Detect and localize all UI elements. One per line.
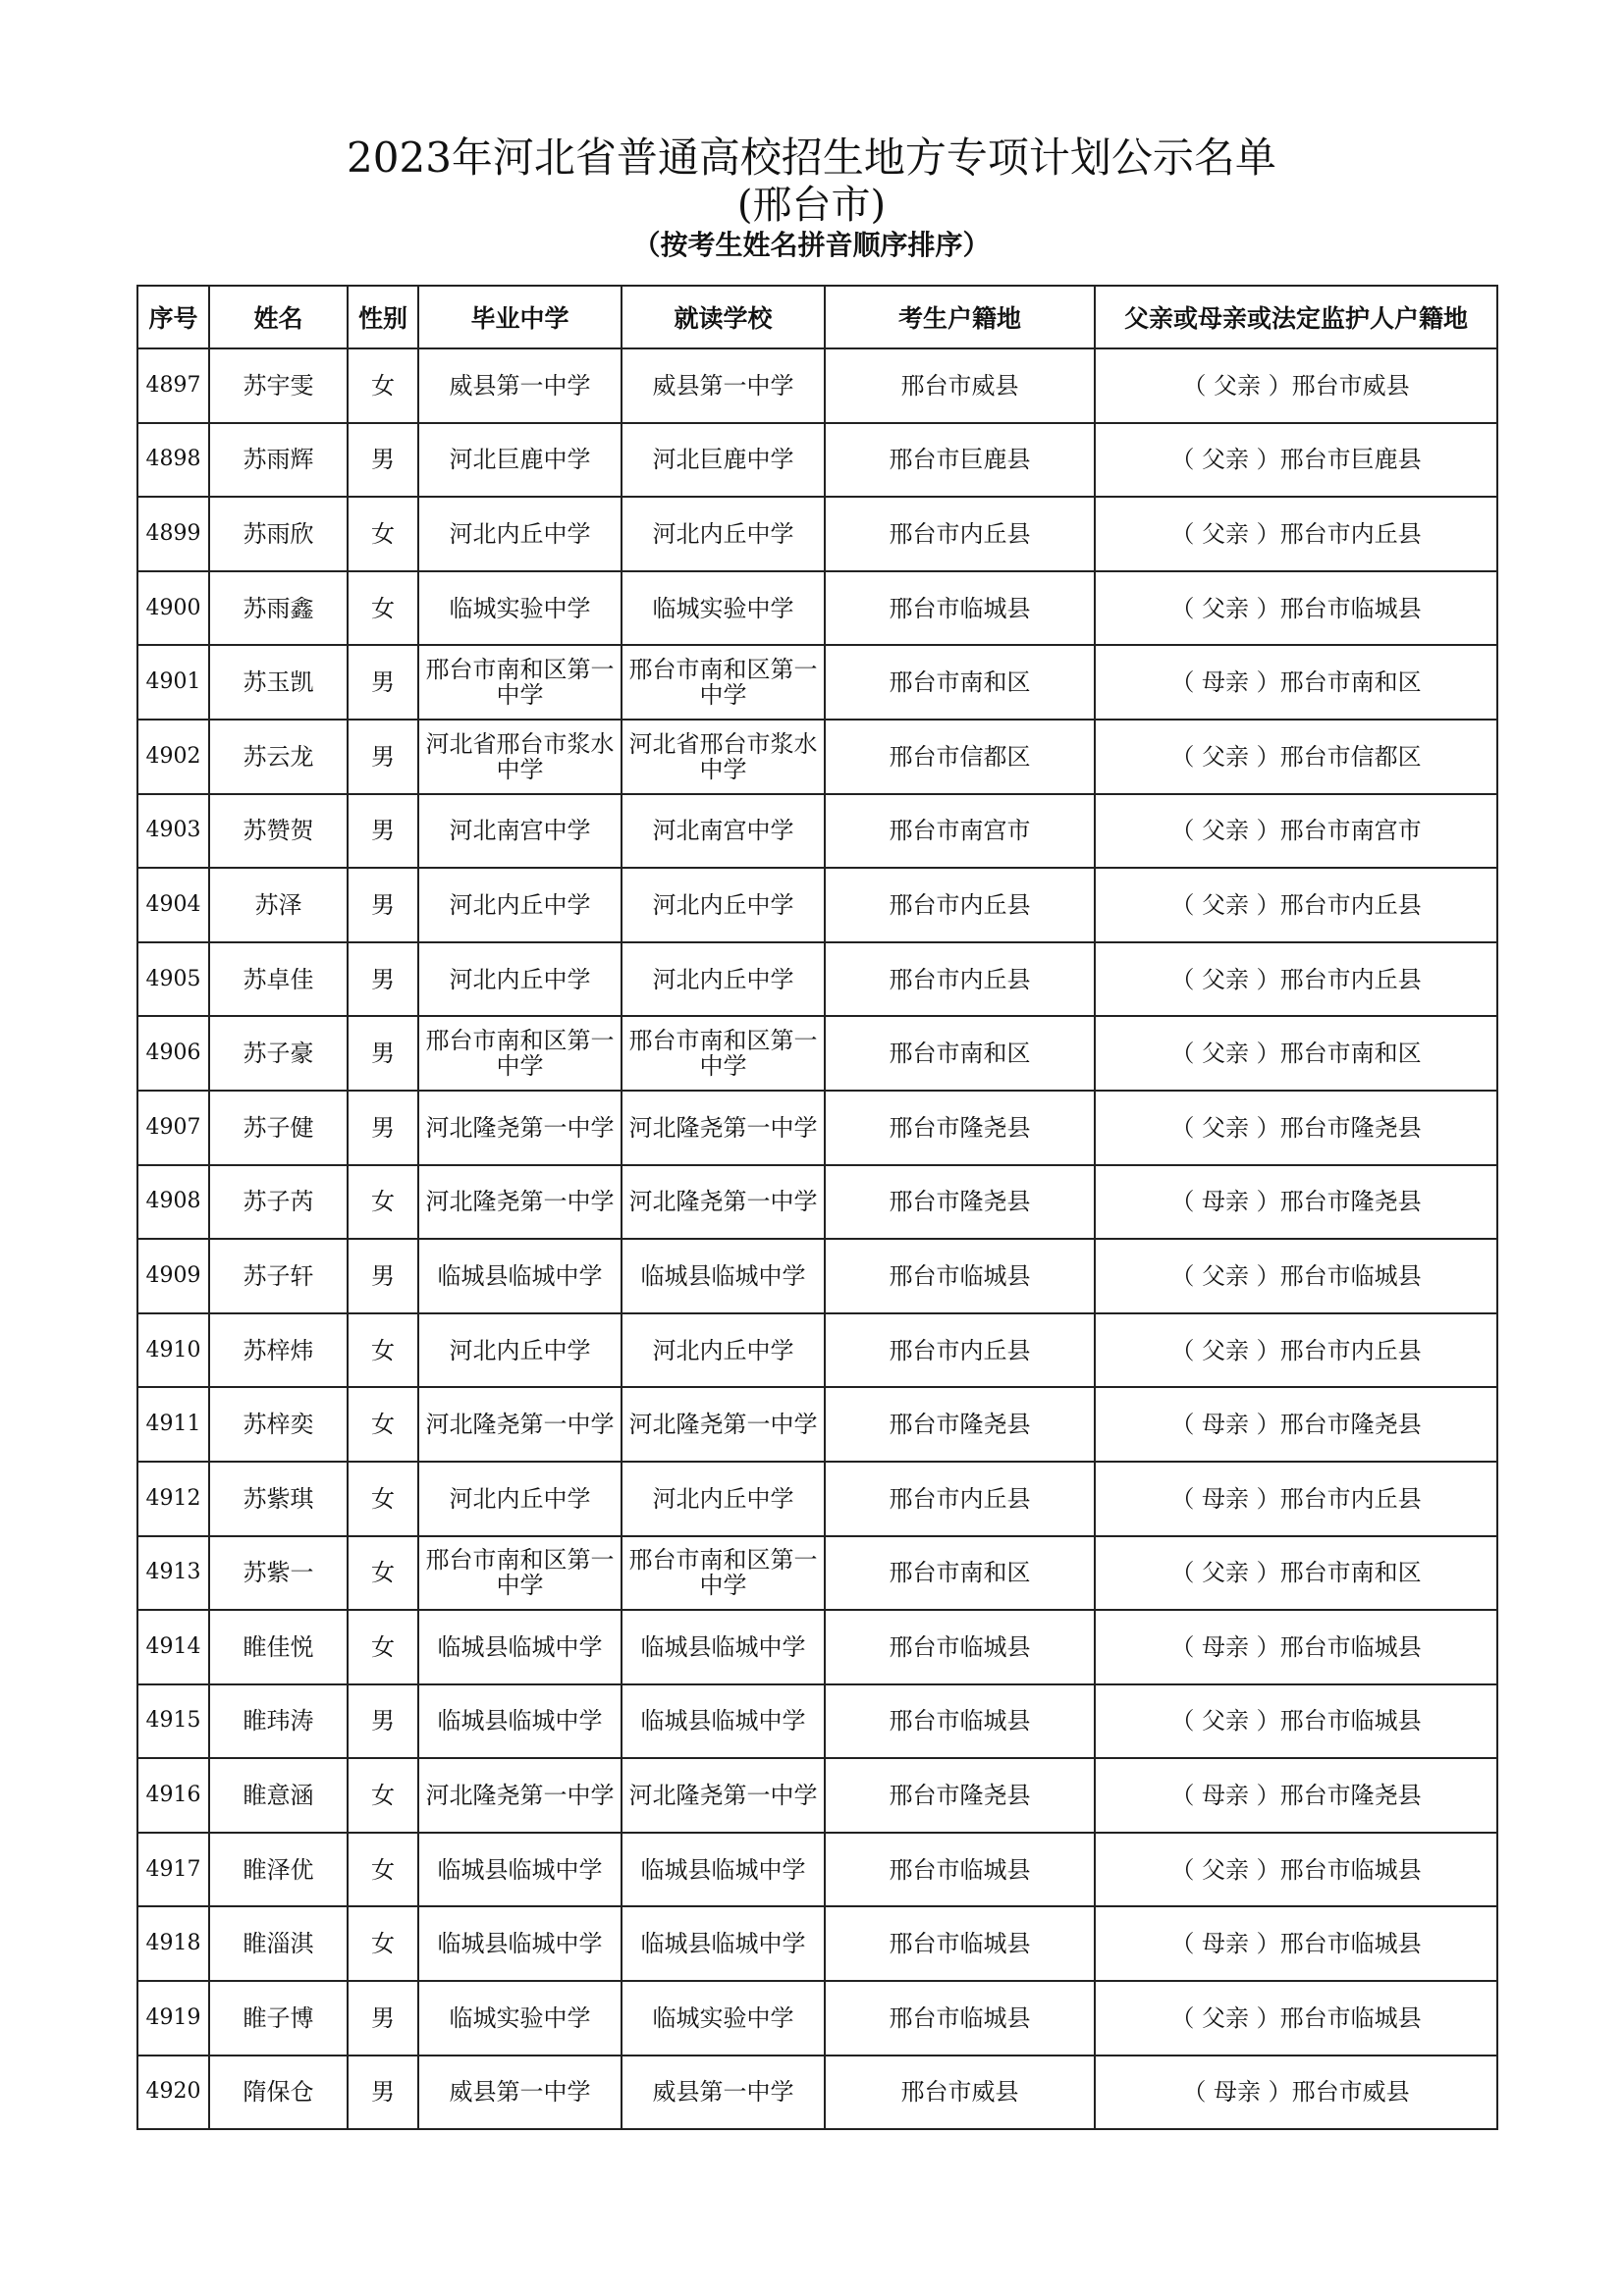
cell-col-grad-school: 临城县临城中学: [418, 1833, 622, 1907]
cell-col-current-school: 临城县临城中学: [622, 1239, 825, 1313]
cell-col-student-hukou: 邢台市内丘县: [825, 942, 1095, 1017]
cell-col-gender: 男: [348, 645, 418, 720]
cell-col-name: 睢泽优: [209, 1833, 348, 1907]
cell-col-name: 苏子轩: [209, 1239, 348, 1313]
table-row: [137, 1610, 1497, 1684]
table-row: [137, 868, 1497, 942]
table-row: [137, 1016, 1497, 1091]
header-col-grad-school: 毕业中学: [418, 286, 622, 348]
cell-col-guardian-hukou: （ 父亲 ）邢台市南和区: [1095, 1016, 1497, 1091]
cell-col-grad-school: 邢台市南和区第一中学: [418, 1536, 622, 1611]
cell-col-guardian-hukou: （ 父亲 ）邢台市威县: [1095, 348, 1497, 423]
cell-col-gender: 女: [348, 1610, 418, 1684]
cell-col-grad-school: 威县第一中学: [418, 2056, 622, 2130]
cell-col-guardian-hukou: （ 母亲 ）邢台市隆尧县: [1095, 1387, 1497, 1462]
cell-col-student-hukou: 邢台市临城县: [825, 1239, 1095, 1313]
document-sort-note: （按考生姓名拼音顺序排序）: [632, 229, 991, 261]
cell-col-gender: 女: [348, 1906, 418, 1981]
cell-col-gender: 女: [348, 348, 418, 423]
cell-col-name: 苏雨鑫: [209, 571, 348, 646]
header-col-gender: 性别: [348, 286, 418, 348]
cell-col-current-school: 河北南宫中学: [622, 794, 825, 869]
table-row: [137, 497, 1497, 571]
cell-col-grad-school: 河北省邢台市浆水中学: [418, 720, 622, 794]
cell-col-guardian-hukou: （ 父亲 ）邢台市内丘县: [1095, 497, 1497, 571]
cell-col-seq: 4915: [137, 1684, 209, 1759]
cell-col-name: 苏子健: [209, 1091, 348, 1165]
cell-col-guardian-hukou: （ 母亲 ）邢台市南和区: [1095, 645, 1497, 720]
cell-col-seq: 4902: [137, 720, 209, 794]
cell-col-current-school: 河北巨鹿中学: [622, 423, 825, 498]
cell-col-gender: 男: [348, 942, 418, 1017]
cell-col-name: 苏紫琪: [209, 1462, 348, 1536]
cell-col-student-hukou: 邢台市临城县: [825, 1610, 1095, 1684]
cell-col-student-hukou: 邢台市内丘县: [825, 497, 1095, 571]
table-row: [137, 645, 1497, 720]
cell-col-grad-school: 临城实验中学: [418, 1981, 622, 2056]
cell-col-gender: 女: [348, 1758, 418, 1833]
cell-col-gender: 女: [348, 1462, 418, 1536]
cell-col-student-hukou: 邢台市隆尧县: [825, 1165, 1095, 1240]
table-row: [137, 1165, 1497, 1240]
cell-col-grad-school: 河北隆尧第一中学: [418, 1165, 622, 1240]
table-row: [137, 942, 1497, 1017]
cell-col-grad-school: 河北内丘中学: [418, 1313, 622, 1388]
cell-col-seq: 4917: [137, 1833, 209, 1907]
cell-col-seq: 4911: [137, 1387, 209, 1462]
cell-col-seq: 4904: [137, 868, 209, 942]
cell-col-current-school: 邢台市南和区第一中学: [622, 1016, 825, 1091]
table-row: [137, 1239, 1497, 1313]
cell-col-seq: 4918: [137, 1906, 209, 1981]
cell-col-grad-school: 临城县临城中学: [418, 1684, 622, 1759]
cell-col-guardian-hukou: （ 母亲 ）邢台市威县: [1095, 2056, 1497, 2130]
table-row: [137, 1833, 1497, 1907]
cell-col-grad-school: 临城实验中学: [418, 571, 622, 646]
cell-col-gender: 男: [348, 794, 418, 869]
cell-col-gender: 女: [348, 1165, 418, 1240]
cell-col-seq: 4900: [137, 571, 209, 646]
cell-col-grad-school: 河北内丘中学: [418, 497, 622, 571]
cell-col-gender: 男: [348, 423, 418, 498]
cell-col-student-hukou: 邢台市巨鹿县: [825, 423, 1095, 498]
table-row: [137, 1906, 1497, 1981]
cell-col-name: 苏雨欣: [209, 497, 348, 571]
cell-col-seq: 4907: [137, 1091, 209, 1165]
cell-col-seq: 4920: [137, 2056, 209, 2130]
header-col-student-hukou: 考生户籍地: [825, 286, 1095, 348]
cell-col-current-school: 威县第一中学: [622, 2056, 825, 2130]
cell-col-guardian-hukou: （ 母亲 ）邢台市临城县: [1095, 1906, 1497, 1981]
cell-col-current-school: 临城县临城中学: [622, 1906, 825, 1981]
cell-col-gender: 男: [348, 868, 418, 942]
cell-col-name: 苏梓奕: [209, 1387, 348, 1462]
document-title: 2023年河北省普通高校招生地方专项计划公示名单: [347, 133, 1276, 182]
cell-col-guardian-hukou: （ 父亲 ）邢台市临城县: [1095, 1239, 1497, 1313]
table-row: [137, 1981, 1497, 2056]
cell-col-student-hukou: 邢台市临城县: [825, 1906, 1095, 1981]
table-row: [137, 1462, 1497, 1536]
cell-col-grad-school: 河北内丘中学: [418, 868, 622, 942]
table-row: [137, 794, 1497, 869]
cell-col-seq: 4916: [137, 1758, 209, 1833]
cell-col-grad-school: 邢台市南和区第一中学: [418, 645, 622, 720]
table-row: [137, 423, 1497, 498]
cell-col-name: 苏卓佳: [209, 942, 348, 1017]
table-row: [137, 720, 1497, 794]
cell-col-grad-school: 河北隆尧第一中学: [418, 1758, 622, 1833]
cell-col-name: 苏雨辉: [209, 423, 348, 498]
cell-col-seq: 4919: [137, 1981, 209, 2056]
cell-col-current-school: 邢台市南和区第一中学: [622, 645, 825, 720]
cell-col-gender: 女: [348, 1313, 418, 1388]
table-row: [137, 1684, 1497, 1759]
cell-col-current-school: 威县第一中学: [622, 348, 825, 423]
cell-col-student-hukou: 邢台市隆尧县: [825, 1758, 1095, 1833]
cell-col-grad-school: 邢台市南和区第一中学: [418, 1016, 622, 1091]
cell-col-seq: 4914: [137, 1610, 209, 1684]
cell-col-student-hukou: 邢台市南和区: [825, 1016, 1095, 1091]
cell-col-current-school: 河北内丘中学: [622, 497, 825, 571]
cell-col-student-hukou: 邢台市临城县: [825, 1684, 1095, 1759]
cell-col-name: 苏梓炜: [209, 1313, 348, 1388]
cell-col-grad-school: 河北南宫中学: [418, 794, 622, 869]
cell-col-name: 睢玮涛: [209, 1684, 348, 1759]
cell-col-guardian-hukou: （ 母亲 ）邢台市隆尧县: [1095, 1758, 1497, 1833]
header-col-current-school: 就读学校: [622, 286, 825, 348]
cell-col-current-school: 临城实验中学: [622, 1981, 825, 2056]
cell-col-gender: 男: [348, 1239, 418, 1313]
cell-col-student-hukou: 邢台市内丘县: [825, 868, 1095, 942]
cell-col-grad-school: 河北内丘中学: [418, 1462, 622, 1536]
cell-col-current-school: 河北隆尧第一中学: [622, 1758, 825, 1833]
cell-col-gender: 男: [348, 1016, 418, 1091]
cell-col-guardian-hukou: （ 母亲 ）邢台市临城县: [1095, 1610, 1497, 1684]
cell-col-name: 睢佳悦: [209, 1610, 348, 1684]
cell-col-name: 睢淄淇: [209, 1906, 348, 1981]
cell-col-current-school: 临城县临城中学: [622, 1684, 825, 1759]
table-row: [137, 348, 1497, 423]
cell-col-student-hukou: 邢台市临城县: [825, 571, 1095, 646]
cell-col-grad-school: 河北内丘中学: [418, 942, 622, 1017]
cell-col-seq: 4901: [137, 645, 209, 720]
table-row: [137, 1758, 1497, 1833]
cell-col-student-hukou: 邢台市临城县: [825, 1833, 1095, 1907]
cell-col-current-school: 河北内丘中学: [622, 942, 825, 1017]
cell-col-seq: 4899: [137, 497, 209, 571]
header-col-guardian-hukou: 父亲或母亲或法定监护人户籍地: [1095, 286, 1497, 348]
cell-col-grad-school: 临城县临城中学: [418, 1610, 622, 1684]
cell-col-seq: 4898: [137, 423, 209, 498]
cell-col-gender: 女: [348, 1833, 418, 1907]
cell-col-seq: 4908: [137, 1165, 209, 1240]
cell-col-name: 睢意涵: [209, 1758, 348, 1833]
cell-col-name: 苏子豪: [209, 1016, 348, 1091]
cell-col-guardian-hukou: （ 父亲 ）邢台市巨鹿县: [1095, 423, 1497, 498]
cell-col-guardian-hukou: （ 父亲 ）邢台市临城县: [1095, 1833, 1497, 1907]
table-row: [137, 571, 1497, 646]
cell-col-student-hukou: 邢台市内丘县: [825, 1313, 1095, 1388]
header-col-seq: 序号: [137, 286, 209, 348]
cell-col-gender: 男: [348, 2056, 418, 2130]
cell-col-name: 苏紫一: [209, 1536, 348, 1611]
cell-col-guardian-hukou: （ 父亲 ）邢台市临城县: [1095, 1684, 1497, 1759]
cell-col-name: 苏宇雯: [209, 348, 348, 423]
roster-table: [136, 285, 1498, 2130]
cell-col-guardian-hukou: （ 父亲 ）邢台市信都区: [1095, 720, 1497, 794]
cell-col-seq: 4897: [137, 348, 209, 423]
cell-col-guardian-hukou: （ 父亲 ）邢台市内丘县: [1095, 1313, 1497, 1388]
cell-col-student-hukou: 邢台市临城县: [825, 1981, 1095, 2056]
cell-col-seq: 4905: [137, 942, 209, 1017]
cell-col-gender: 男: [348, 720, 418, 794]
table-header-row: [137, 286, 1497, 348]
cell-col-guardian-hukou: （ 母亲 ）邢台市内丘县: [1095, 1462, 1497, 1536]
table-body: [137, 348, 1497, 2129]
cell-col-gender: 男: [348, 1684, 418, 1759]
table-row: [137, 1387, 1497, 1462]
cell-col-guardian-hukou: （ 母亲 ）邢台市隆尧县: [1095, 1165, 1497, 1240]
cell-col-grad-school: 河北隆尧第一中学: [418, 1091, 622, 1165]
cell-col-seq: 4910: [137, 1313, 209, 1388]
cell-col-current-school: 临城县临城中学: [622, 1610, 825, 1684]
cell-col-seq: 4912: [137, 1462, 209, 1536]
cell-col-name: 苏玉凯: [209, 645, 348, 720]
cell-col-name: 隋保仓: [209, 2056, 348, 2130]
cell-col-gender: 女: [348, 1387, 418, 1462]
cell-col-gender: 男: [348, 1091, 418, 1165]
cell-col-grad-school: 临城县临城中学: [418, 1906, 622, 1981]
cell-col-name: 睢子博: [209, 1981, 348, 2056]
cell-col-gender: 男: [348, 1981, 418, 2056]
cell-col-guardian-hukou: （ 父亲 ）邢台市南和区: [1095, 1536, 1497, 1611]
cell-col-guardian-hukou: （ 父亲 ）邢台市隆尧县: [1095, 1091, 1497, 1165]
cell-col-current-school: 邢台市南和区第一中学: [622, 1536, 825, 1611]
table-row: [137, 2056, 1497, 2130]
cell-col-gender: 女: [348, 571, 418, 646]
cell-col-seq: 4913: [137, 1536, 209, 1611]
cell-col-guardian-hukou: （ 父亲 ）邢台市内丘县: [1095, 868, 1497, 942]
cell-col-current-school: 河北省邢台市浆水中学: [622, 720, 825, 794]
cell-col-grad-school: 河北巨鹿中学: [418, 423, 622, 498]
table-row: [137, 1536, 1497, 1611]
cell-col-gender: 女: [348, 1536, 418, 1611]
cell-col-seq: 4903: [137, 794, 209, 869]
table-row: [137, 1313, 1497, 1388]
cell-col-student-hukou: 邢台市南宫市: [825, 794, 1095, 869]
cell-col-student-hukou: 邢台市南和区: [825, 1536, 1095, 1611]
cell-col-grad-school: 临城县临城中学: [418, 1239, 622, 1313]
cell-col-grad-school: 威县第一中学: [418, 348, 622, 423]
cell-col-student-hukou: 邢台市信都区: [825, 720, 1095, 794]
cell-col-current-school: 河北内丘中学: [622, 868, 825, 942]
cell-col-current-school: 河北隆尧第一中学: [622, 1387, 825, 1462]
header-col-name: 姓名: [209, 286, 348, 348]
cell-col-student-hukou: 邢台市南和区: [825, 645, 1095, 720]
cell-col-student-hukou: 邢台市威县: [825, 2056, 1095, 2130]
cell-col-seq: 4909: [137, 1239, 209, 1313]
cell-col-current-school: 河北隆尧第一中学: [622, 1091, 825, 1165]
cell-col-gender: 女: [348, 497, 418, 571]
table-row: [137, 1091, 1497, 1165]
cell-col-guardian-hukou: （ 父亲 ）邢台市临城县: [1095, 1981, 1497, 2056]
cell-col-guardian-hukou: （ 父亲 ）邢台市内丘县: [1095, 942, 1497, 1017]
cell-col-current-school: 河北内丘中学: [622, 1462, 825, 1536]
cell-col-student-hukou: 邢台市内丘县: [825, 1462, 1095, 1536]
cell-col-student-hukou: 邢台市隆尧县: [825, 1091, 1095, 1165]
cell-col-guardian-hukou: （ 父亲 ）邢台市南宫市: [1095, 794, 1497, 869]
cell-col-name: 苏泽: [209, 868, 348, 942]
cell-col-name: 苏云龙: [209, 720, 348, 794]
cell-col-current-school: 河北内丘中学: [622, 1313, 825, 1388]
cell-col-student-hukou: 邢台市威县: [825, 348, 1095, 423]
cell-col-current-school: 临城县临城中学: [622, 1833, 825, 1907]
cell-col-grad-school: 河北隆尧第一中学: [418, 1387, 622, 1462]
cell-col-guardian-hukou: （ 父亲 ）邢台市临城县: [1095, 571, 1497, 646]
cell-col-name: 苏子芮: [209, 1165, 348, 1240]
cell-col-name: 苏赞贺: [209, 794, 348, 869]
cell-col-student-hukou: 邢台市隆尧县: [825, 1387, 1095, 1462]
cell-col-current-school: 河北隆尧第一中学: [622, 1165, 825, 1240]
cell-col-seq: 4906: [137, 1016, 209, 1091]
cell-col-current-school: 临城实验中学: [622, 571, 825, 646]
document-subtitle-city: (邢台市): [736, 183, 887, 228]
